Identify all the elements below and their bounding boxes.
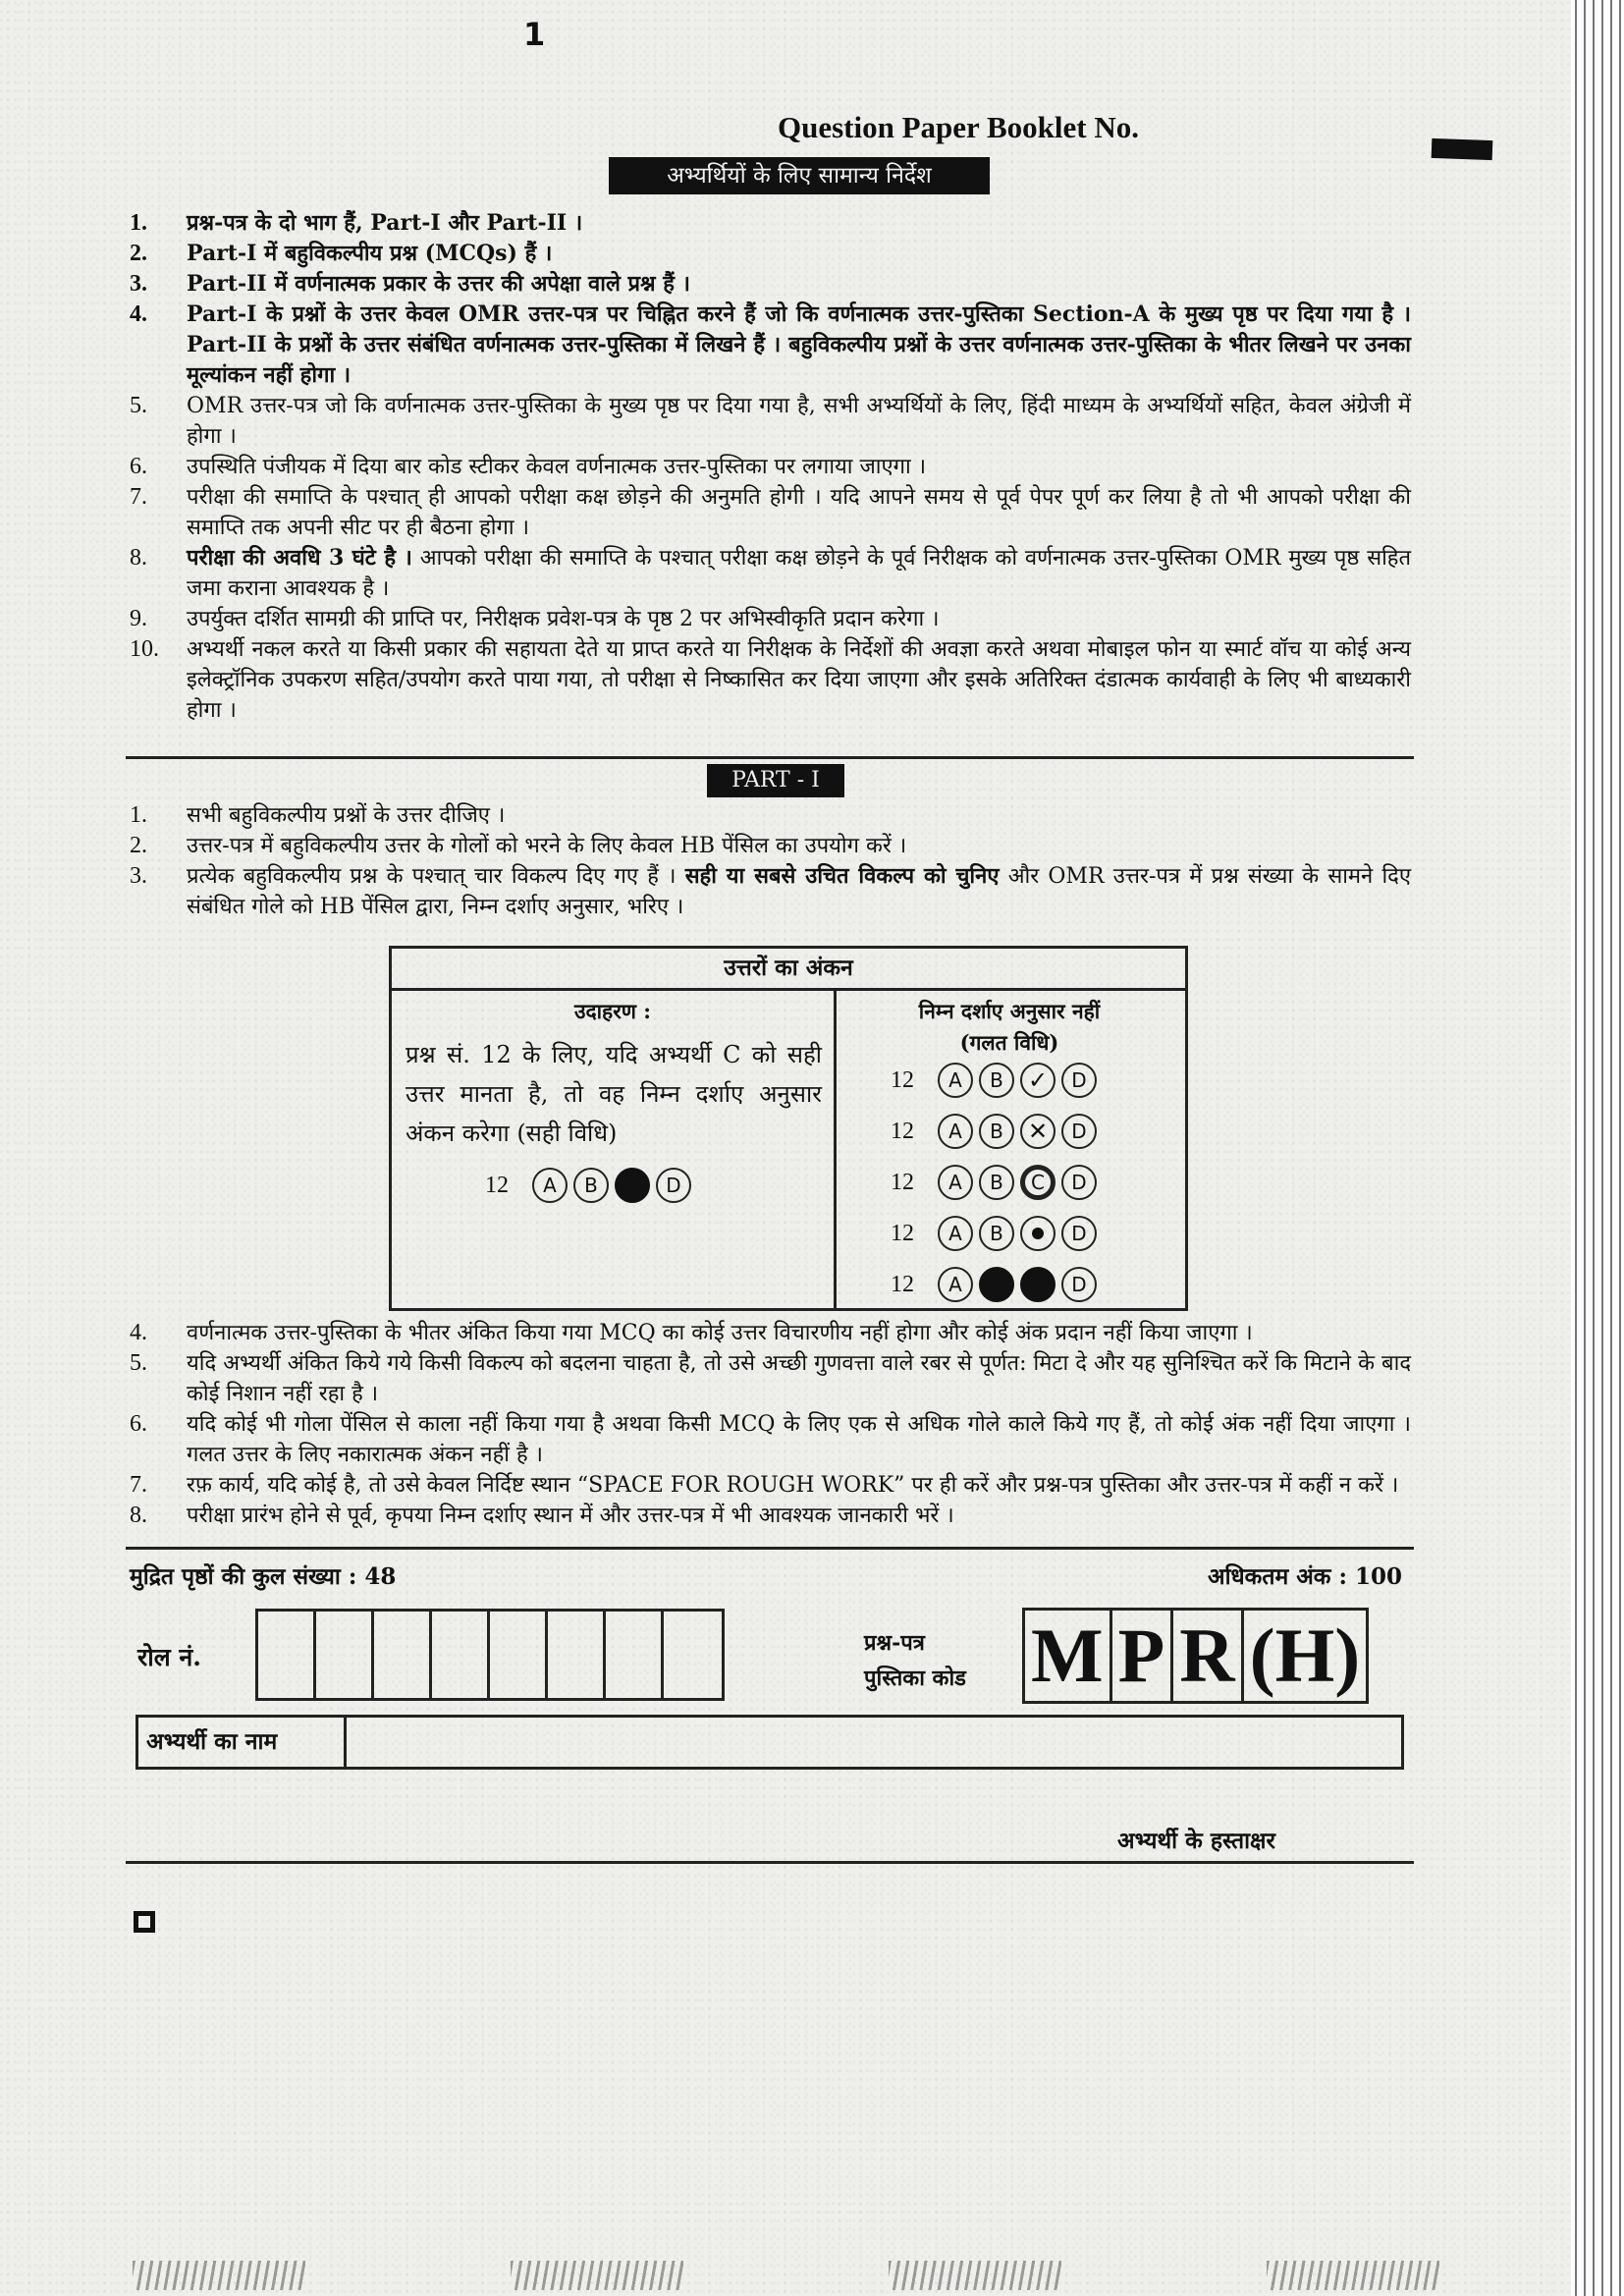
marking-table-title: उत्तरों का अंकन bbox=[392, 949, 1185, 991]
booklet-code-letter: M bbox=[1025, 1611, 1112, 1701]
option-c-bubble bbox=[1020, 1216, 1056, 1251]
page-edge-stack bbox=[1571, 0, 1624, 2296]
option-c-bubble: C bbox=[1020, 1165, 1056, 1200]
instruction-item bbox=[130, 391, 1411, 452]
wrong-bubble-row bbox=[891, 1114, 1097, 1149]
registration-mark bbox=[1432, 138, 1493, 160]
option-a-bubble: A bbox=[938, 1216, 973, 1251]
instruction-text: परीक्षा की समाप्ति के पश्चात् ही आपको परीक्षा कक्ष छोड़ने की अनुमति होगी । यदि आपने समय से पूर्व पेपर पूर्ण कर लिया है तो भी आपको परीक्षा की समाप्ति तक अपनी सीट पर ही बैठना होगा । bbox=[187, 485, 1411, 540]
instruction-item bbox=[130, 208, 1411, 239]
wrong-method-panel bbox=[834, 988, 1185, 1308]
instruction-text bbox=[187, 861, 1411, 922]
question-number: 12 bbox=[485, 1172, 509, 1198]
instruction-number: 7. bbox=[130, 484, 147, 510]
option-b-bubble: B bbox=[979, 1165, 1014, 1200]
question-number: 12 bbox=[891, 1169, 914, 1195]
wrong-method-heading-line1: निम्न दर्शाए अनुसार नहीं bbox=[918, 999, 1101, 1023]
bleed-through-smudge bbox=[511, 2261, 683, 2290]
booklet-code-label-line1: प्रश्न-पत्र bbox=[864, 1630, 925, 1656]
option-b-bubble: B bbox=[573, 1168, 609, 1203]
roll-digit-box[interactable] bbox=[490, 1612, 548, 1698]
instruction-emphasis: सही या सबसे उचित विकल्प को चुनिए bbox=[684, 863, 1000, 889]
booklet-code-label bbox=[864, 1625, 966, 1696]
instruction-item bbox=[130, 482, 1411, 543]
wrong-bubble-row bbox=[891, 1063, 1097, 1098]
instruction-text: यदि कोई भी गोला पेंसिल से काला नहीं किया गया है अथवा किसी MCQ के लिए एक से अधिक गोले काले किये गए हैं, तो कोई अंक नहीं दिया जाएगा । गलत उत्तर के लिए नकारात्मक अंकन नहीं है । bbox=[187, 1412, 1411, 1467]
instruction-text: परीक्षा प्रारंभ होने से पूर्व, कृपया निम्न दर्शाए स्थान में और उत्तर-पत्र में भी आवश्यक जानकारी भरें । bbox=[187, 1503, 954, 1528]
candidate-name-label: अभ्यर्थी का नाम bbox=[138, 1718, 347, 1767]
question-number: 12 bbox=[891, 1118, 914, 1144]
general-instructions-title: अभ्यर्थियों के लिए सामान्य निर्देश bbox=[609, 157, 990, 194]
instruction-item bbox=[130, 269, 1411, 300]
instruction-number: 7. bbox=[130, 1472, 147, 1498]
wrong-bubble-row bbox=[891, 1165, 1097, 1200]
instruction-part: प्रत्येक बहुविकल्पीय प्रश्न के पश्चात् चार विकल्प दिए गए हैं । bbox=[187, 864, 685, 889]
instruction-text: अभ्यर्थी नकल करते या किसी प्रकार की सहायता देते या प्राप्त करते या निरीक्षक के निर्देशों की अवज्ञा करते अथवा मोबाइल फोन या स्मार्ट वॉच या कोई अन्य इलेक्ट्रॉनिक उपकरण सहित/उपयोग करते पाया गया, तो परीक्षा से निष्कासित कर दिया जाएगा और इसके अतिरिक्त दंडात्मक कार्यवाही के लिए भी बाध्यकारी होगा । bbox=[187, 637, 1411, 723]
instruction-item bbox=[130, 1470, 1411, 1501]
instruction-text: उपर्युक्त दर्शित सामग्री की प्राप्ति पर, निरीक्षक प्रवेश-पत्र के पृष्ठ 2 पर अभिस्वीकृति प्रदान करेगा । bbox=[187, 607, 940, 631]
max-marks: अधिकतम अंक : 100 bbox=[1208, 1563, 1402, 1590]
roll-number-label: रोल नं. bbox=[137, 1643, 201, 1671]
option-a-bubble: A bbox=[938, 1165, 973, 1200]
booklet-code-letter: (H) bbox=[1249, 1613, 1361, 1698]
instruction-item bbox=[130, 239, 1411, 269]
candidate-name-row bbox=[135, 1715, 1404, 1770]
option-d-bubble: D bbox=[656, 1168, 691, 1203]
printed-pages-count: मुद्रित पृष्ठों की कुल संख्या : 48 bbox=[130, 1563, 397, 1590]
candidate-name-field[interactable] bbox=[347, 1718, 1401, 1767]
instruction-item bbox=[130, 800, 1411, 831]
instruction-number: 5. bbox=[130, 393, 147, 418]
instruction-number: 6. bbox=[130, 454, 147, 479]
instruction-item bbox=[130, 1318, 1411, 1348]
footer-divider bbox=[126, 1547, 1414, 1550]
instruction-item bbox=[130, 452, 1411, 482]
instruction-number: 10. bbox=[130, 636, 159, 662]
question-number: 12 bbox=[891, 1066, 914, 1093]
instruction-item bbox=[130, 831, 1411, 861]
instruction-number: 2. bbox=[130, 241, 147, 266]
option-d-bubble: D bbox=[1061, 1216, 1097, 1251]
part-one-title: PART - I bbox=[707, 764, 844, 797]
option-b-bubble bbox=[979, 1267, 1014, 1302]
instruction-text: रफ़ कार्य, यदि कोई है, तो उसे केवल निर्दिष्ट स्थान “SPACE FOR ROUGH WORK” पर ही करें और प्रश्न-पत्र पुस्तिका और उत्तर-पत्र में कहीं न करें । bbox=[187, 1473, 1399, 1498]
option-c-bubble bbox=[1020, 1267, 1056, 1302]
instruction-number: 4. bbox=[130, 301, 147, 327]
booklet-code-boxes bbox=[1022, 1608, 1369, 1704]
option-d-bubble: D bbox=[1061, 1165, 1097, 1200]
instruction-text: सभी बहुविकल्पीय प्रश्नों के उत्तर दीजिए । bbox=[187, 803, 506, 828]
instruction-rest: आपको परीक्षा की समाप्ति के पश्चात् परीक्षा कक्ष छोड़ने के पूर्व निरीक्षक को वर्णनात्मक उत्तर-पुस्तिका OMR मुख्य पृष्ठ सहित जमा कराना आवश्यक है । bbox=[187, 546, 1411, 601]
instruction-number: 3. bbox=[130, 863, 147, 889]
instruction-number: 1. bbox=[130, 802, 147, 828]
option-d-bubble: D bbox=[1061, 1063, 1097, 1098]
instruction-item bbox=[130, 300, 1411, 391]
correct-method-panel bbox=[392, 988, 837, 1308]
bleed-through-smudge bbox=[889, 2261, 1061, 2290]
bleed-through-smudge bbox=[1267, 2261, 1439, 2290]
instruction-text: Part-I में बहुविकल्पीय प्रश्न (MCQs) हैं । bbox=[187, 241, 553, 266]
instruction-text bbox=[187, 543, 1411, 604]
roll-digit-box[interactable] bbox=[316, 1612, 374, 1698]
part-one-instructions bbox=[130, 800, 1411, 922]
question-number: 12 bbox=[891, 1220, 914, 1246]
option-a-bubble: A bbox=[938, 1063, 973, 1098]
instruction-text: Part-II में वर्णनात्मक प्रकार के उत्तर की अपेक्षा वाले प्रश्न हैं । bbox=[187, 271, 690, 297]
instruction-number: 1. bbox=[130, 210, 147, 236]
instruction-text: उपस्थिति पंजीयक में दिया बार कोड स्टीकर केवल वर्णनात्मक उत्तर-पुस्तिका पर लगाया जाएगा । bbox=[187, 455, 927, 479]
signature-divider bbox=[126, 1861, 1414, 1864]
wrong-method-heading bbox=[834, 996, 1185, 1059]
roll-digit-box[interactable] bbox=[258, 1612, 316, 1698]
option-b-bubble: B bbox=[979, 1114, 1014, 1149]
instruction-number: 5. bbox=[130, 1350, 147, 1376]
instruction-text: उत्तर-पत्र में बहुविकल्पीय उत्तर के गोलों को भरने के लिए केवल HB पेंसिल का उपयोग करें । bbox=[187, 834, 907, 858]
instruction-item bbox=[130, 604, 1411, 634]
section-divider bbox=[126, 756, 1414, 759]
roll-number-boxes[interactable] bbox=[255, 1609, 725, 1701]
marking-example-table bbox=[389, 946, 1188, 1311]
option-b-bubble: B bbox=[979, 1216, 1014, 1251]
instruction-text: Part-I के प्रश्नों के उत्तर केवल OMR उत्तर-पत्र पर चिह्नित करने हैं जो कि वर्णनात्मक उत्तर-पुस्तिका Section-A के मुख्य पृष्ठ पर दिया गया है । Part-II के प्रश्नों के उत्तर संबंधित वर्णनात्मक उत्तर-पुस्तिका में लिखने हैं । बहुविकल्पीय प्रश्नों के उत्तर वर्णनात्मक उत्तर-पुस्तिका के भीतर लिखने पर उनका मूल्यांकन नहीं होगा । bbox=[187, 301, 1411, 388]
instruction-number: 8. bbox=[130, 545, 147, 571]
option-d-bubble: D bbox=[1061, 1114, 1097, 1149]
option-c-filled-bubble bbox=[615, 1168, 650, 1203]
part-one-instructions-continued bbox=[130, 1318, 1411, 1531]
instruction-number: 3. bbox=[130, 271, 147, 297]
candidate-signature-label: अभ्यर्थी के हस्ताक्षर bbox=[1117, 1828, 1275, 1854]
bleed-through-smudge bbox=[133, 2261, 305, 2290]
instruction-number: 6. bbox=[130, 1411, 147, 1437]
booklet-number-label: Question Paper Booklet No. bbox=[778, 110, 1139, 144]
general-instructions-list bbox=[130, 208, 1411, 726]
wrong-method-heading-line2: (गलत विधि) bbox=[959, 1030, 1059, 1055]
instruction-text: OMR उत्तर-पत्र जो कि वर्णनात्मक उत्तर-पुस्तिका के मुख्य पृष्ठ पर दिया गया है, सभी अभ्यर्थियों के लिए, हिंदी माध्यम के अभ्यर्थियों सहित, केवल अंग्रेजी में होगा । bbox=[187, 394, 1411, 449]
option-d-bubble: D bbox=[1061, 1267, 1097, 1302]
example-text: प्रश्न सं. 12 के लिए, यदि अभ्यर्थी C को सही उत्तर मानता है, तो वह निम्न दर्शाए अनुसार अंकन करेगा (सही विधि) bbox=[406, 1041, 822, 1147]
option-a-bubble: A bbox=[938, 1267, 973, 1302]
wrong-bubble-row bbox=[891, 1216, 1097, 1251]
instruction-number: 9. bbox=[130, 606, 147, 631]
instruction-item bbox=[130, 1409, 1411, 1470]
instruction-rest: और OMR उत्तर-पत्र में प्रश्न संख्या के सामने दिए संबंधित गोले को HB पेंसिल द्वारा, निम्न दर्शाए अनुसार, भरिए । bbox=[187, 864, 1411, 919]
roll-digit-box[interactable] bbox=[432, 1612, 490, 1698]
example-heading: उदाहरण : bbox=[573, 999, 652, 1023]
instruction-text: यदि अभ्यर्थी अंकित किये गये किसी विकल्प को बदलना चाहता है, तो उसे अच्छी गुणवत्ता वाले रबर से पूर्णत: मिटा दे और यह सुनिश्चित करें कि मिटाने के बाद कोई निशान नहीं रहा है । bbox=[187, 1351, 1411, 1406]
wrong-bubble-row bbox=[891, 1267, 1097, 1302]
option-a-bubble: A bbox=[938, 1114, 973, 1149]
instruction-number: 2. bbox=[130, 833, 147, 858]
instruction-item bbox=[130, 1348, 1411, 1409]
booklet-code-letter: P bbox=[1112, 1611, 1174, 1701]
corner-square-mark bbox=[134, 1911, 155, 1933]
instruction-item bbox=[130, 634, 1411, 726]
roll-digit-box[interactable] bbox=[548, 1612, 606, 1698]
roll-digit-box[interactable] bbox=[606, 1612, 664, 1698]
option-b-bubble: B bbox=[979, 1063, 1014, 1098]
option-c-bubble bbox=[1020, 1063, 1056, 1098]
correct-bubble-row bbox=[485, 1168, 691, 1203]
instruction-item bbox=[130, 1501, 1411, 1531]
instruction-text: वर्णनात्मक उत्तर-पुस्तिका के भीतर अंकित किया गया MCQ का कोई उत्तर विचारणीय नहीं होगा और कोई अंक प्रदान नहीं किया जाएगा । bbox=[187, 1321, 1253, 1345]
booklet-code-letter: R bbox=[1173, 1611, 1243, 1701]
instruction-item bbox=[130, 543, 1411, 604]
page-number: 1 bbox=[523, 16, 546, 53]
instruction-item bbox=[130, 861, 1411, 922]
option-c-bubble bbox=[1020, 1114, 1056, 1149]
instruction-number: 4. bbox=[130, 1320, 147, 1345]
question-number: 12 bbox=[891, 1271, 914, 1297]
instruction-emphasis: परीक्षा की अवधि 3 घंटे है । bbox=[187, 545, 412, 571]
roll-digit-box[interactable] bbox=[664, 1612, 722, 1698]
wrong-bubble-rows bbox=[891, 1063, 1097, 1318]
instruction-text: प्रश्न-पत्र के दो भाग हैं, Part-I और Part-II । bbox=[187, 210, 583, 236]
roll-digit-box[interactable] bbox=[374, 1612, 432, 1698]
option-a-bubble: A bbox=[532, 1168, 568, 1203]
booklet-code-label-line2: पुस्तिका कोड bbox=[864, 1666, 966, 1691]
instruction-number: 8. bbox=[130, 1503, 147, 1528]
